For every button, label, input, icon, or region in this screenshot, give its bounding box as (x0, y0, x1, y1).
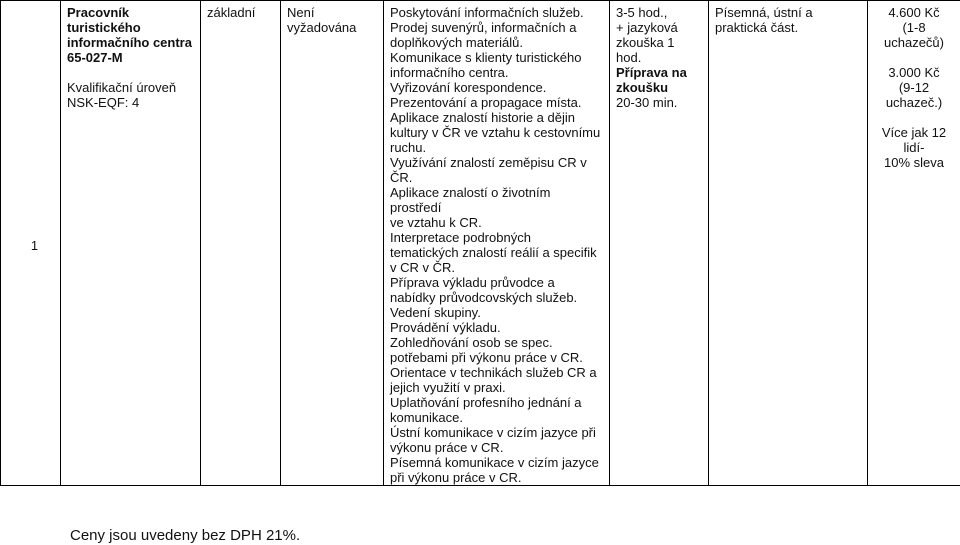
duration-line: + jazyková (616, 20, 678, 35)
course-content-line: Komunikace s klienty turistického (390, 50, 582, 65)
qualification-title-line: informačního centra (67, 35, 192, 50)
qualification-name-cell (61, 1, 201, 486)
course-content-line: doplňkových materiálů. (390, 35, 523, 50)
course-content-line: informačního centra. (390, 65, 509, 80)
exam-prep-time: 20-30 min. (616, 95, 678, 110)
course-content-line: Prodej suvenýrů, informačních a (390, 20, 577, 35)
price-discount: Více jak 12 lidí- (881, 125, 947, 155)
course-content-line: kultury v ČR ve vztahu k cestovnímu (390, 125, 601, 140)
course-content-line: nabídky průvodcovských služeb. (390, 290, 578, 305)
course-content-line: v CR v ČR. (390, 260, 455, 275)
row-number (1, 1, 61, 486)
duration-line: zkouška 1 (616, 35, 675, 50)
prerequisite-line: vyžadována (287, 20, 357, 35)
course-content-line: Ústní komunikace v cizím jazyce při (390, 425, 596, 440)
duration-line: hod. (616, 50, 642, 65)
spacer (874, 50, 954, 65)
course-content-line: Vyřizování korespondence. (390, 80, 547, 95)
course-content-line: Písemná komunikace v cizím jazyce (390, 455, 599, 470)
course-content-line: ruchu. (390, 140, 427, 155)
price-tier-1-note: (1-8 uchazečů) (884, 20, 944, 50)
duration-line: 3-5 hod., (616, 5, 668, 20)
price-discount-value: 10% sleva (884, 155, 944, 170)
exam-prep-label: zkoušku (616, 80, 669, 95)
course-content-line: Využívání znalostí zeměpisu CR v ČR. (390, 155, 587, 185)
exam-type-line: praktická část. (715, 20, 799, 35)
price-tier-1: 4.600 Kč (888, 5, 940, 20)
qualification-level-value: NSK-EQF: 4 (67, 95, 140, 110)
course-content-line: Vedení skupiny. (390, 305, 481, 320)
course-content-line: Poskytování informačních služeb. (390, 5, 584, 20)
course-content-line: komunikace. (390, 410, 463, 425)
spacer (874, 110, 954, 125)
duration-cell (610, 1, 709, 486)
course-content-line: tematických znalostí reálií a specifik (390, 245, 597, 260)
course-content-line: ve vztahu k CR. (390, 215, 482, 230)
prerequisite-line: Není (287, 5, 315, 20)
course-content-line: Aplikace znalostí historie a dějin (390, 110, 575, 125)
price-cell (868, 1, 960, 486)
spacer (67, 65, 194, 80)
exam-prep-label: Příprava na (616, 65, 687, 80)
price-tier-2-note: (9-12 uchazeč.) (885, 80, 943, 110)
course-content-line: Zohledňování osob se spec. (390, 335, 553, 350)
course-level-cell (201, 1, 281, 486)
qualification-code: 65-027-M (67, 50, 123, 65)
course-content-line: Příprava výkladu průvodce a (390, 275, 555, 290)
qualification-title-line: Pracovník (67, 5, 130, 20)
course-content-line: Prezentování a propagace místa. (390, 95, 582, 110)
course-content-line: potřebami při výkonu práce v CR. (390, 350, 583, 365)
course-content-line: Aplikace znalostí o životním prostředí (390, 185, 551, 215)
qualification-level-label: Kvalifikační úroveň (67, 80, 177, 95)
course-level: základní (207, 5, 256, 20)
course-content-line: Provádění výkladu. (390, 320, 501, 335)
course-content-cell (384, 1, 610, 486)
course-content-line: výkonu práce v CR. (390, 440, 504, 455)
qualification-title-line: turistického (67, 20, 141, 35)
course-content-line: Interpretace podrobných (390, 230, 531, 245)
course-content-line: Orientace v technikách služeb CR a (390, 365, 597, 380)
row-number-value: 1 (30, 237, 39, 253)
course-content-line: při výkonu práce v CR. (390, 470, 522, 485)
course-content-line: jejich využití v praxi. (390, 380, 506, 395)
prerequisite-cell (281, 1, 384, 486)
exam-type-cell (709, 1, 868, 486)
vat-note: Ceny jsou uvedeny bez DPH 21%. (70, 527, 301, 544)
exam-type-line: Písemná, ústní a (715, 5, 813, 20)
table-row (1, 1, 960, 486)
price-tier-2: 3.000 Kč (888, 65, 940, 80)
course-content-list (390, 5, 603, 485)
course-content-line: Uplatňování profesního jednání a (390, 395, 582, 410)
